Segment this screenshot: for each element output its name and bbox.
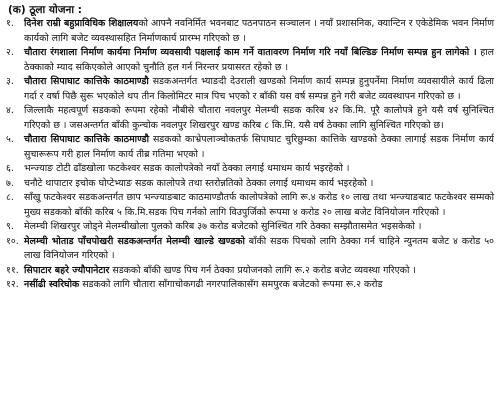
item-body: को आफ्नै नवनिर्मित भवनबाट पठनपाठन सञ्चालन । नयाँ प्रशासनिक, क्यान्टिन र एकेडेमिक भवन निर्माण कार्यको लागि बजेट व्यवस्थासहित निर्माणकार्य प्रारम्भ गरिएको छ । — [24, 18, 494, 44]
item-number: ७. — [6, 177, 14, 189]
item-text — [24, 235, 494, 264]
item-body: मेलम्ची शिखरपुर जोड्ने मेलम्चीखोला पुलको करिब ३७ करोड बजेटको सुनिश्चित गरि ठेक्का सम्झौतासमेत भइसकेको । — [24, 221, 422, 232]
item-text — [24, 17, 494, 46]
item-highlight: चौतारा रंगशाला निर्माण कार्यमा निर्माण व्यवसायी पक्षलाई काम गर्ने वातावरण निर्माण गरि नयाँ बिल्डिङ निर्माण सम्पन्न हुन लागेको । — [24, 47, 477, 58]
item-text — [24, 162, 494, 177]
list-item — [6, 220, 494, 235]
item-number: ५. — [6, 134, 14, 145]
item-number: ४. — [6, 105, 14, 116]
list-item — [6, 177, 494, 192]
item-text — [24, 177, 494, 192]
item-number: १. — [6, 18, 14, 29]
item-number: ११. — [6, 264, 19, 276]
item-number: ६. — [6, 163, 14, 174]
item-text — [24, 264, 494, 279]
item-highlight: चौतारा सिपाघाट कात्तिके काठमाण्डौ — [24, 76, 149, 87]
item-text — [24, 191, 494, 220]
list-item — [6, 278, 494, 293]
item-number: ३. — [6, 76, 14, 87]
section-heading: (क) ठूला योजना : — [8, 4, 82, 16]
item-body: चनौटे थापाटार इचोक घोप्टेभ्याङ सडक कालोपत्रे तथा स्तरोन्नतिको ठेक्का लगाई धमाधम कार्य भइरहेको । — [24, 177, 374, 189]
item-body: सडकको लागि चौतारा साँगाचोकगढी नगरपालिकासँग समपुरक बजेटको रूपमा रू.२ करोड — [79, 279, 383, 290]
item-body: सडकको बाँकी खण्ड पिच गर्न ठेक्का प्रयोजनको लागि रू.२ करोड बजेट व्यवस्था गरिएको । — [109, 264, 416, 276]
item-number: १२. — [6, 279, 19, 290]
item-body: हाल ठेक्काको म्याद सकिएकोले आएको चुनौति हल गर्न निरन्तर प्रयासरत रहेको छ । — [24, 47, 494, 73]
item-body: जिल्लाकै महत्वपूर्ण सडकको रूपमा रहेको नौबीसे चौतारा नवलपुर मेलम्ची सडक करिब ४२ कि.मि. पूरै कालोपत्रे हुने यसै वर्ष सुनिश्चित गरिएको छ । जसअन्तर्गत बाँकी कुन्चोक नवलपुर शिखरपुर खण्ड करिब ८ कि.मि. यसै वर्ष ठेक्का लागि सुनिश्चित गरिएको छ। — [24, 105, 494, 131]
item-text — [24, 278, 494, 293]
item-highlight: मेलम्ची भोताड पाँचपोखरी सडकअन्तर्गत मेलम्ची खाल्डे खण्डको — [24, 235, 245, 247]
item-number: ९. — [6, 221, 14, 232]
list-item — [6, 264, 494, 279]
list-item — [6, 235, 494, 264]
item-body: सडकअन्तर्गत भ्याङदी देउराली खण्डको निर्माण कार्य सम्पन्न हुनुपर्नेमा निर्माण व्यवसायीले कार्य ढिला गर्दा र वर्षा पिछै सुरू भएकोले थप तीन किलोमिटर मात्र पिच भएको र बाँकी यस वर्ष सम्पन्न हुने गरी बजेट व्यवस्थापन गरिएको छ । — [24, 76, 494, 102]
item-highlight: सिपाटार बहरे ज्यौपानेटार — [24, 264, 110, 276]
item-highlight: चौतारा सिपाघाट कात्तिके काठमाण्डौ — [24, 134, 150, 145]
item-body: साँखु फटकेश्वर सडकअन्तर्गत छाप भन्ज्याङबाट काठमाण्डौतर्फ कालोपत्रेको लागि रू.४ करोड १० लाख तथा भन्ज्याङबाट फटकेश्वर सम्मको मुख्य सडकको बाँकी करिब ५ कि.मि.सडक पिच गर्नको लागि विउपुर्जिको रूपमा ४ करोड २० लाख बजेट विनियोजन गरिएको । — [24, 192, 494, 218]
item-text — [24, 104, 494, 133]
item-body: सडकको काभ्रेपलाञ्चोकतर्फ सिपाघाट चुरिछुम्का कात्तिके खण्डको ठेक्का लागाई सडक निर्माण कार्य सुचारूरूप गरी हाल निर्माण कार्य तीब्र गतिमा भएको । — [24, 134, 494, 160]
project-list — [6, 17, 494, 293]
list-item — [6, 75, 494, 104]
item-number: २. — [6, 47, 14, 58]
item-text — [24, 46, 494, 75]
item-number: १०. — [6, 235, 19, 247]
list-item — [6, 104, 494, 133]
item-number: ८. — [6, 192, 14, 203]
item-highlight: दिनेश राम्री बहुप्राविधिक शिक्षालय — [24, 18, 139, 29]
item-body: भन्ज्याङ टोटी ढाँडखोला फटकेश्वर सडक कालोपत्रेको नयाँ ठेक्का लगाई धमाधम कार्य भइरहेको । — [24, 163, 350, 174]
list-item — [6, 17, 494, 46]
item-text — [24, 133, 494, 162]
item-body: बाँकी सडक पिचको लागि ठेक्का गर्न चाहिने न्युनतम बजेट ४ करोड ५० लाख विनियोजन गरिएको । — [24, 235, 494, 261]
list-item — [6, 191, 494, 220]
list-item — [6, 46, 494, 75]
list-item — [6, 133, 494, 162]
item-highlight: नसींढी स्वरिघोक — [24, 279, 80, 290]
item-text — [24, 220, 494, 235]
list-item — [6, 162, 494, 177]
item-text — [24, 75, 494, 104]
